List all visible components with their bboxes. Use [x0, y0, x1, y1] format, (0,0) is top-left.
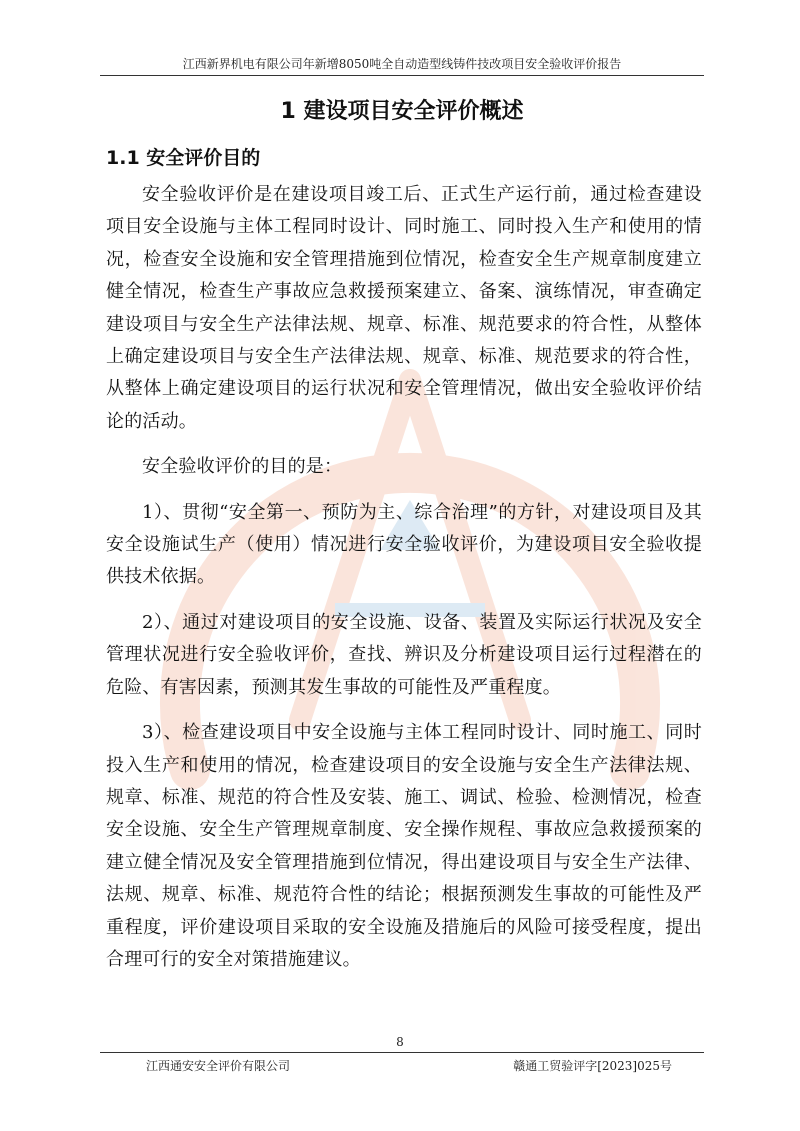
- paragraph: 3）、检查建设项目中安全设施与主体工程同时设计、同时施工、同时投入生产和使用的情况，检查建设项目的安全设施与安全生产法律法规、规章、标准、规范的符合性及安装、施工、调试、检验、检测情况，检查安全设施、安全生产管理规章制度、安全操作规程、事故应急救援预案的建立健全情况及安全管理措施到位情况，得出建设项目与安全生产法律、法规、规章、标准、规范符合性的结论；根据预测发生事故的可能性及严重程度，评价建设项目采取的安全设施及措施后的风险可接受程度，提出合理可行的安全对策措施建议。: [106, 722, 702, 970]
- paragraph: 2）、通过对建设项目的安全设施、设备、装置及实际运行状况及安全管理状况进行安全验收评价，查找、辨识及分析建设项目运行过程潜在的危险、有害因素，预测其发生事故的可能性及严重程度。: [106, 611, 702, 698]
- footer-report-number: 赣通工贸验评字[2023]025号: [513, 1059, 672, 1073]
- page-header: 江西新界机电有限公司年新增8050吨全自动造型线铸件技改项目安全验收评价报告: [182, 57, 622, 71]
- paragraph: 安全验收评价是在建设项目竣工后、正式生产运行前，通过检查建设项目安全设施与主体工程同时设计、同时施工、同时投入生产和使用的情况，检查安全设施和安全管理措施到位情况，检查安全生产规章制度建立健全情况，检查生产事故应急救援预案建立、备案、演练情况，审查确定建设项目与安全生产法律法规、规章、标准、规范要求的符合性，从整体上确定建设项目与安全生产法律法规、规章、标准、规范要求的符合性，从整体上确定建设项目的运行状况和安全管理情况，做出安全验收评价结论的活动。: [106, 184, 702, 432]
- page-number: 8: [396, 1035, 404, 1049]
- paragraph: 1）、贯彻“安全第一、预防为主、综合治理”的方针，对建设项目及其安全设施试生产（使用）情况进行安全验收评价，为建设项目安全验收提供技术依据。: [106, 501, 702, 588]
- chapter-title: 1 建设项目安全评价概述: [280, 99, 524, 124]
- header-rule: [100, 75, 704, 76]
- footer-rule: [100, 1052, 704, 1053]
- footer-company: 江西通安安全评价有限公司: [146, 1059, 291, 1073]
- paragraph: 安全验收评价的目的是：: [142, 456, 343, 478]
- section-title: 1.1 安全评价目的: [106, 147, 261, 169]
- body-text: [106, 179, 702, 976]
